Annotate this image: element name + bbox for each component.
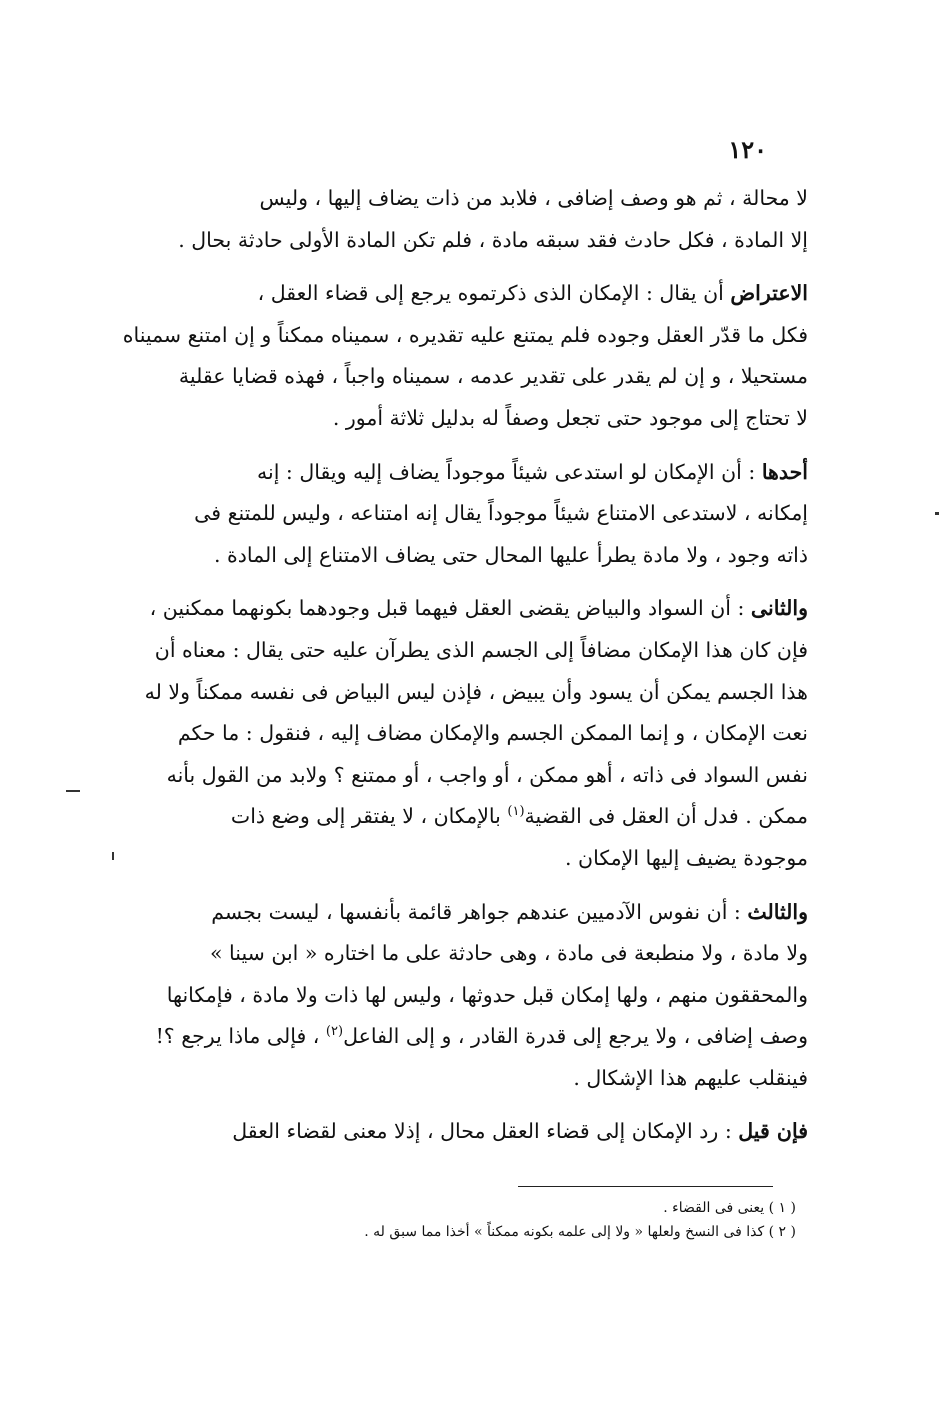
footnote-reference[interactable]: (٢) [325, 1024, 344, 1040]
paragraph-objection [118, 273, 808, 439]
text-line [118, 452, 808, 494]
paragraph-if-said [118, 1111, 808, 1153]
text-line: لا تحتاج إلى موجود حتى تجعل وصفاً له بدليل ثلاثة أمور . [332, 405, 808, 430]
scan-speck [112, 852, 114, 860]
text-line: مستحيلا ، و إن لم يقدر على تقدير عدمه ، سميناه واجباً ، فهذه قضايا عقلية [178, 364, 808, 389]
paragraph-heading: والثانى [750, 596, 808, 621]
paragraph-heading: الاعتراض [730, 281, 808, 306]
text-line: فينقلب عليهم هذا الإشكال . [573, 1065, 808, 1090]
footnote-1: ( ١ ) يعنى فى القضاء . [663, 1200, 796, 1216]
paragraph-continuation [118, 178, 808, 261]
scan-speck [66, 790, 80, 792]
text-line [118, 1111, 808, 1153]
line-text: : رد الإمكان إلى قضاء العقل محال ، إذلا معنى لقضاء العقل [232, 1119, 739, 1144]
text-line: لا محالة ، ثم هو وصف إضافى ، فلابد من ذات يضاف إليها ، وليس [259, 186, 808, 210]
text-line: والمحققون منهم ، ولها إمكان قبل حدوثها ، وليس لها ذات ولا مادة ، فإمكانها [166, 982, 808, 1007]
footnote-reference[interactable]: (١) [507, 804, 525, 820]
text-line [118, 588, 808, 630]
line-text: أن يقال : الإمكان الذى ذكرتموه يرجع إلى قضاء العقل ، [257, 281, 731, 306]
text-line: موجودة يضيف إليها الإمكان . [565, 845, 808, 870]
line-text: : أن السواد والبياض يقضى العقل فيهما قبل وجودهما بكونهما ممكنين ، [149, 596, 751, 621]
text-line: فكل ما قدّر العقل وجوده فلم يمتنع عليه تقديره ، سميناه ممكناً و إن امتنع سميناه [122, 322, 808, 347]
paragraph-heading: فإن قيل [738, 1119, 808, 1144]
footnote-separator [518, 1186, 773, 1187]
line-text: : أن نفوس الآدميين عندهم جواهر قائمة بأنفسها ، ليست بجسم [211, 899, 748, 924]
paragraph-first [118, 452, 808, 577]
text-line: نفس السواد فى ذاته ، أهو ممكن ، أو واجب ، أو ممتنع ؟ ولابد من القول بأنه [166, 762, 808, 787]
line-text: بالإمكان ، لا يفتقر إلى وضع ذات [230, 804, 508, 829]
text-line: إمكانه ، لاستدعى الامتناع شيئاً موجوداً يقال إنه امتناعه ، وليس للمتنع فى [194, 501, 808, 526]
text-line: إلا المادة ، فكل حادث فقد سبقه مادة ، فلم تكن المادة الأولى حادثة بحال . [178, 227, 808, 252]
text-line: فإن كان هذا الإمكان مضافاً إلى الجسم الذى يطرآن عليه حتى يقال : معناه أن [154, 637, 808, 662]
text-line [118, 1016, 808, 1058]
footnote-2: ( ٢ ) كذا فى النسخ ولعلها « ولا إلى علمه بكونه ممكناً » أخذا مما سبق له . [364, 1224, 796, 1240]
line-text: وصف إضافى ، ولا يرجع إلى قدرة القادر ، و إلى الفاعل [343, 1024, 808, 1049]
scan-speck [935, 512, 939, 515]
main-text [118, 178, 808, 1165]
text-line [118, 796, 808, 838]
text-line: نعت الإمكان ، و إنما الممكن الجسم والإمكان مضاف إليه ، فنقول : ما حكم [177, 721, 808, 746]
line-text: ممكن . فدل أن العقل فى القضية [524, 804, 808, 829]
text-line: هذا الجسم يمكن أن يسود وأن يبيض ، فإذن ليس البياض فى نفسه ممكناً ولا له [144, 679, 808, 704]
page-number: ١٢٠ [728, 135, 767, 164]
paragraph-second [118, 588, 808, 879]
footnotes [240, 1196, 796, 1244]
paragraph-third [118, 892, 808, 1100]
line-text: : أن الإمكان لو استدعى شيئاً موجوداً يضاف إليه ويقال : إنه [257, 459, 762, 484]
text-line [118, 273, 808, 315]
text-line: ولا مادة ، ولا منطبعة فى مادة ، وهى حادثة على ما اختاره « ابن سينا » [209, 941, 808, 966]
paragraph-heading: أحدها [761, 459, 808, 484]
text-line: ذاته وجود ، ولا مادة يطرأ عليها المحال حتى يضاف الامتناع إلى المادة . [213, 542, 808, 567]
line-text: ، فإلى ماذا يرجع ؟! [155, 1024, 326, 1049]
paragraph-heading: والثالث [747, 899, 808, 924]
text-line [118, 892, 808, 934]
